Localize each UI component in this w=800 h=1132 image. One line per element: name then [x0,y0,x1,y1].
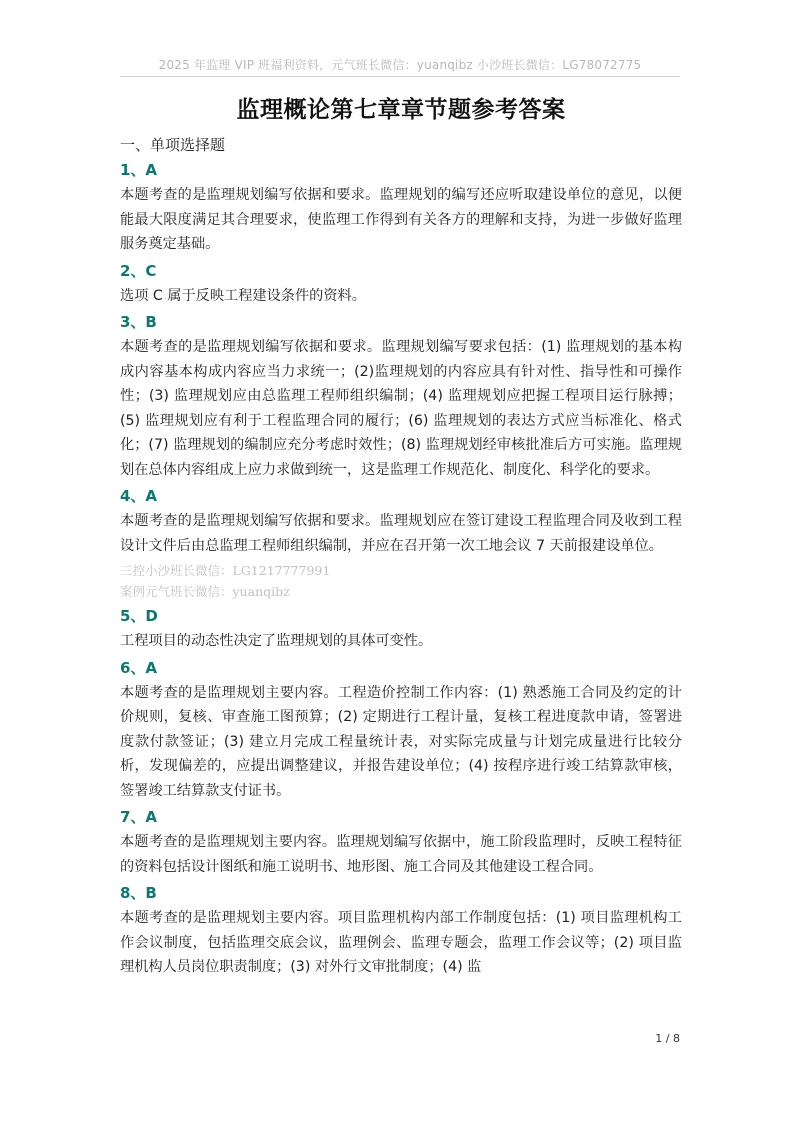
question-6 [120,657,682,804]
question-2 [120,260,682,309]
question-4 [120,485,682,558]
document-content [120,92,682,982]
watermark-line: 案例元气班长微信：yuanqibz [120,584,290,599]
watermark-line: 三控小沙班长微信：LG1217777991 [120,563,331,578]
question-1 [120,159,682,257]
question-label: 1、A [120,161,158,179]
question-label: 3、B [120,313,157,331]
page-number: 1 / 8 [655,1032,680,1045]
question-label: 4、A [120,487,158,505]
question-8 [120,882,682,980]
question-explanation: 本题考查的是监理规划编写依据和要求。监理规划编写要求包括：(1) 监理规划的基本构成内容基本构成内容应当力求统一；(2)监理规划的内容应具有针对性、指导性和可操作性；(3) 监理规划应由总监理工程师组织编制；(4) 监理规划应把握工程项目运行脉搏；(5) 监理规划应有利于工程监理合同的履行；(6) 监理规划的表达方式应当标准化、格式化；(7) 监理规划的编制应充分考虑时效性；(8) 监理规划经审核批准后方可实施。监理规划在总体内容组成上应力求做到统一，这是监理工作规范化、制度化、科学化的要求。 [120,339,682,478]
question-label: 6、A [120,658,158,677]
question-explanation: 本题考查的是监理规划主要内容。监理规划编写依据中，施工阶段监理时，反映工程特征的资料包括设计图纸和施工说明书、地形图、施工合同及其他建设工程合同。 [120,834,682,875]
question-label: 5、D [120,607,158,625]
page-header: 2025 年监理 VIP 班福利资料，元气班长微信：yuanqibz 小沙班长微信：LG78072775 [158,58,642,72]
section-heading: 一、单项选择题 [120,136,226,154]
watermark-block [120,560,682,602]
header-divider [120,76,680,77]
question-3 [120,311,682,482]
question-label: 8、B [120,884,157,902]
question-label: 2、C [120,261,157,280]
question-explanation: 本题考查的是监理规划编写依据和要求。监理规划应在签订建设工程监理合同及收到工程设计文件后由总监理工程师组织编制，并应在召开第一次工地会议 7 天前报建设单位。 [120,513,682,554]
question-explanation: 工程项目的动态性决定了监理规划的具体可变性。 [120,633,433,649]
question-explanation: 本题考查的是监理规划主要内容。工程造价控制工作内容：(1) 熟悉施工合同及约定的计价规则，复核、审查施工图预算；(2) 定期进行工程计量，复核工程进度款申请，签署进度款付款签证；(3) 建立月完成工程量统计表，对实际完成量与计划完成量进行比较分析，发现偏差的，应提出调整建议，并报告建设单位；(4) 按程序进行竣工结算款审核，签署竣工结算款支付证书。 [120,684,682,799]
question-explanation: 本题考查的是监理规划主要内容。项目监理机构内部工作制度包括：(1) 项目监理机构工作会议制度，包括监理交底会议，监理例会、监理专题会，监理工作会议等；(2) 项目监理机构人员岗位职责制度；(3) 对外行文审批制度；(4) 监 [120,910,682,975]
question-5 [120,605,682,654]
question-explanation: 本题考查的是监理规划编写依据和要求。监理规划的编写还应听取建设单位的意见，以便能最大限度满足其合理要求，使监理工作得到有关各方的理解和支持，为进一步做好监理服务奠定基础。 [120,187,682,252]
question-label: 7、A [120,808,158,826]
document-title: 监理概论第七章章节题参考答案 [236,97,566,123]
question-explanation: 选项 C 属于反映工程建设条件的资料。 [120,287,366,304]
question-7 [120,806,682,879]
